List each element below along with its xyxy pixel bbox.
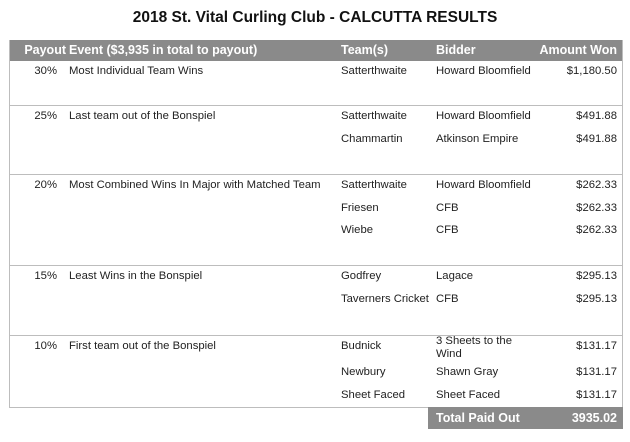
team-name: Friesen (341, 201, 379, 214)
team-name: Satterthwaite (341, 179, 407, 191)
payout-percent: 25% (34, 110, 57, 122)
amount-won: $131.17 (576, 340, 617, 352)
payout-group (9, 335, 623, 406)
payout-percent: 15% (34, 270, 57, 282)
team-name: Chammartin (341, 132, 403, 145)
team-name: Taverners Cricket (341, 292, 429, 305)
amount-won: $262.33 (576, 224, 617, 236)
header-event: Event ($3,935 in total to payout) (69, 43, 258, 57)
amount-won: $295.13 (576, 270, 617, 282)
bidder-name: CFB (436, 201, 459, 214)
bidder-name: Howard Bloomfield (436, 179, 531, 191)
amount-won: $491.88 (576, 110, 617, 122)
payout-group (9, 265, 623, 335)
bidder-name: Atkinson Empire (436, 132, 519, 145)
table-row (9, 198, 623, 221)
total-value: 3935.02 (571, 411, 617, 425)
payout-percent: 30% (34, 65, 57, 77)
team-name: Wiebe (341, 224, 374, 236)
payout-percent: 20% (34, 179, 57, 191)
amount-won: $295.13 (576, 292, 617, 305)
bidder-name: Shawn Gray (436, 366, 499, 378)
payout-percent: 10% (34, 340, 57, 352)
header-bidder: Bidder (436, 43, 476, 57)
total-label: Total Paid Out (436, 411, 520, 425)
page-title: 2018 St. Vital Curling Club - CALCUTTA RESULTS (132, 9, 498, 26)
table-row (9, 266, 623, 289)
event-name: Most Combined Wins In Major with Matched Team (69, 179, 321, 191)
bidder-name: Howard Bloomfield (436, 65, 531, 77)
bidder-name: 3 Sheets to the Wind (436, 335, 512, 360)
team-name: Satterthwaite (341, 110, 407, 122)
payout-group (9, 105, 623, 174)
table-row (9, 61, 623, 84)
team-name: Newbury (341, 366, 386, 378)
header-payout: Payout (24, 43, 66, 57)
table-header (9, 40, 623, 61)
team-name: Satterthwaite (341, 65, 407, 77)
event-name: Last team out of the Bonspiel (69, 110, 216, 122)
amount-won: $131.17 (576, 366, 617, 378)
team-name: Sheet Faced (341, 388, 406, 401)
table-row (9, 362, 623, 385)
amount-won: $262.33 (576, 201, 617, 214)
event-name: Least Wins in the Bonspiel (69, 270, 203, 282)
table-row (9, 106, 623, 129)
table-row (9, 385, 623, 408)
results-table (9, 40, 623, 406)
amount-won: $491.88 (576, 132, 617, 145)
payout-group (9, 174, 623, 265)
amount-won: $262.33 (576, 179, 617, 191)
event-name: Most Individual Team Wins (69, 65, 204, 77)
bidder-name: Howard Bloomfield (436, 110, 531, 122)
table-row (9, 220, 623, 243)
bidder-name: Sheet Faced (436, 388, 501, 401)
bidder-name: CFB (436, 224, 459, 236)
team-name: Godfrey (341, 270, 382, 282)
bidder-name: CFB (436, 292, 459, 305)
bidder-name: Lagace (436, 270, 474, 282)
table-row (9, 336, 623, 362)
amount-won: $1,180.50 (566, 65, 617, 77)
payout-group (9, 61, 623, 105)
header-teams: Team(s) (341, 43, 389, 57)
team-name: Budnick (341, 340, 382, 352)
table-row (9, 129, 623, 152)
header-amount: Amount Won (539, 43, 617, 57)
event-name: First team out of the Bonspiel (69, 340, 216, 352)
total-paid-out (428, 407, 623, 429)
table-row (9, 175, 623, 198)
table-row (9, 289, 623, 312)
amount-won: $131.17 (576, 388, 617, 401)
